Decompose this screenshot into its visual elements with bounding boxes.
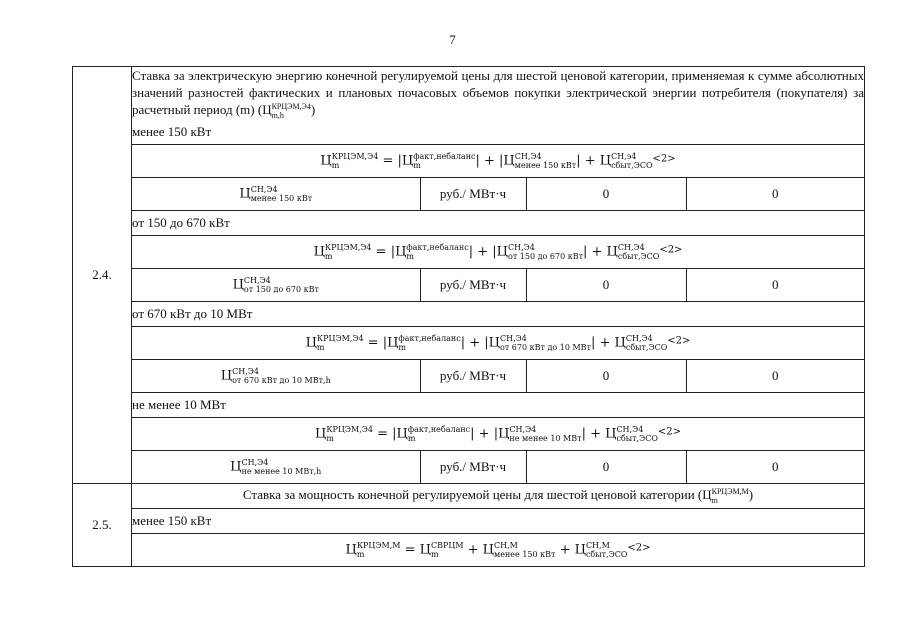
rate-symbol: Ц СН,Э4 менее 150 кВт xyxy=(132,178,420,211)
unit-label: руб./ МВт·ч xyxy=(420,360,526,393)
rate-value: 0 xyxy=(686,178,864,211)
unit-label: руб./ МВт·ч xyxy=(420,269,526,302)
rate-value: 0 xyxy=(526,360,686,393)
page-number: 7 xyxy=(449,32,456,47)
rate-value: 0 xyxy=(526,451,686,484)
item-title: Ставка за электрическую энергию конечной регулируемой цены для шестой ценовой категории, применяемая к сумме абсолютных значений разностей фактических и плановых почасовых объемов покупки электрической энергии потребителя (покупателя) за расчетный период (m) (Ц КРЦЭМ,Э4 m,h ) xyxy=(132,68,864,121)
rate-value: 0 xyxy=(686,360,864,393)
rate-value: 0 xyxy=(526,178,686,211)
category-label: менее 150 кВт xyxy=(132,120,864,145)
rate-symbol: Ц СН,Э4 от 670 кВт до 10 МВт,h xyxy=(132,360,420,393)
formula: Ц КРЦЭМ,Э4 m = |Ц факт,небаланс m | + |Ц СН,Э4 от 670 кВт до 10 МВт | + Ц СН,Э4 сбыт,ЭСО $^{<2>}$ xyxy=(132,327,864,360)
rate-value: 0 xyxy=(686,451,864,484)
category-label: от 670 кВт до 10 МВт xyxy=(132,302,864,327)
section-row-2-4 xyxy=(73,67,865,484)
rate-symbol: Ц СН,Э4 от 150 до 670 кВт xyxy=(132,269,420,302)
formula: Ц КРЦЭМ,Э4 m = |Ц факт,небаланс m | + |Ц СН,Э4 от 150 до 670 кВт | + Ц СН,Э4 сбыт,ЭСО $^{<2>}$ xyxy=(132,236,864,269)
rate-value: 0 xyxy=(526,269,686,302)
formula: Ц КРЦЭМ,Э4 m = |Ц факт,небаланс m | + |Ц СН,Э4 не менее 10 МВт | + Ц СН,Э4 сбыт,ЭСО $^{<2>}$ xyxy=(132,418,864,451)
category-label: не менее 10 МВт xyxy=(132,393,864,418)
unit-label: руб./ МВт·ч xyxy=(420,451,526,484)
tariff-table xyxy=(72,66,865,567)
item-title: Ставка за мощность конечной регулируемой цены для шестой ценовой категории (Ц КРЦЭМ,М m ) xyxy=(132,484,864,509)
section-body xyxy=(132,484,864,566)
category-label: от 150 до 670 кВт xyxy=(132,211,864,236)
item-number: 2.4. xyxy=(73,67,132,484)
unit-label: руб./ МВт·ч xyxy=(420,178,526,211)
rate-value: 0 xyxy=(686,269,864,302)
section-row-2-5 xyxy=(73,484,865,567)
formula: Ц КРЦЭМ,Э4 m = |Ц факт,небаланс m | + |Ц СН,Э4 менее 150 кВт | + Ц СН,э4 сбыт,ЭСО $^{<2>}$ xyxy=(132,145,864,178)
category-label: менее 150 кВт xyxy=(132,509,864,534)
item-number: 2.5. xyxy=(73,484,132,567)
section-body xyxy=(132,67,864,483)
formula: Ц КРЦЭМ,М m = Ц СВРЦМ m + Ц СН,М менее 150 кВт + Ц СН,М сбыт,ЭСО $^{<2>}$ xyxy=(132,534,864,567)
rate-symbol: Ц СН,Э4 не менее 10 МВт,h xyxy=(132,451,420,484)
